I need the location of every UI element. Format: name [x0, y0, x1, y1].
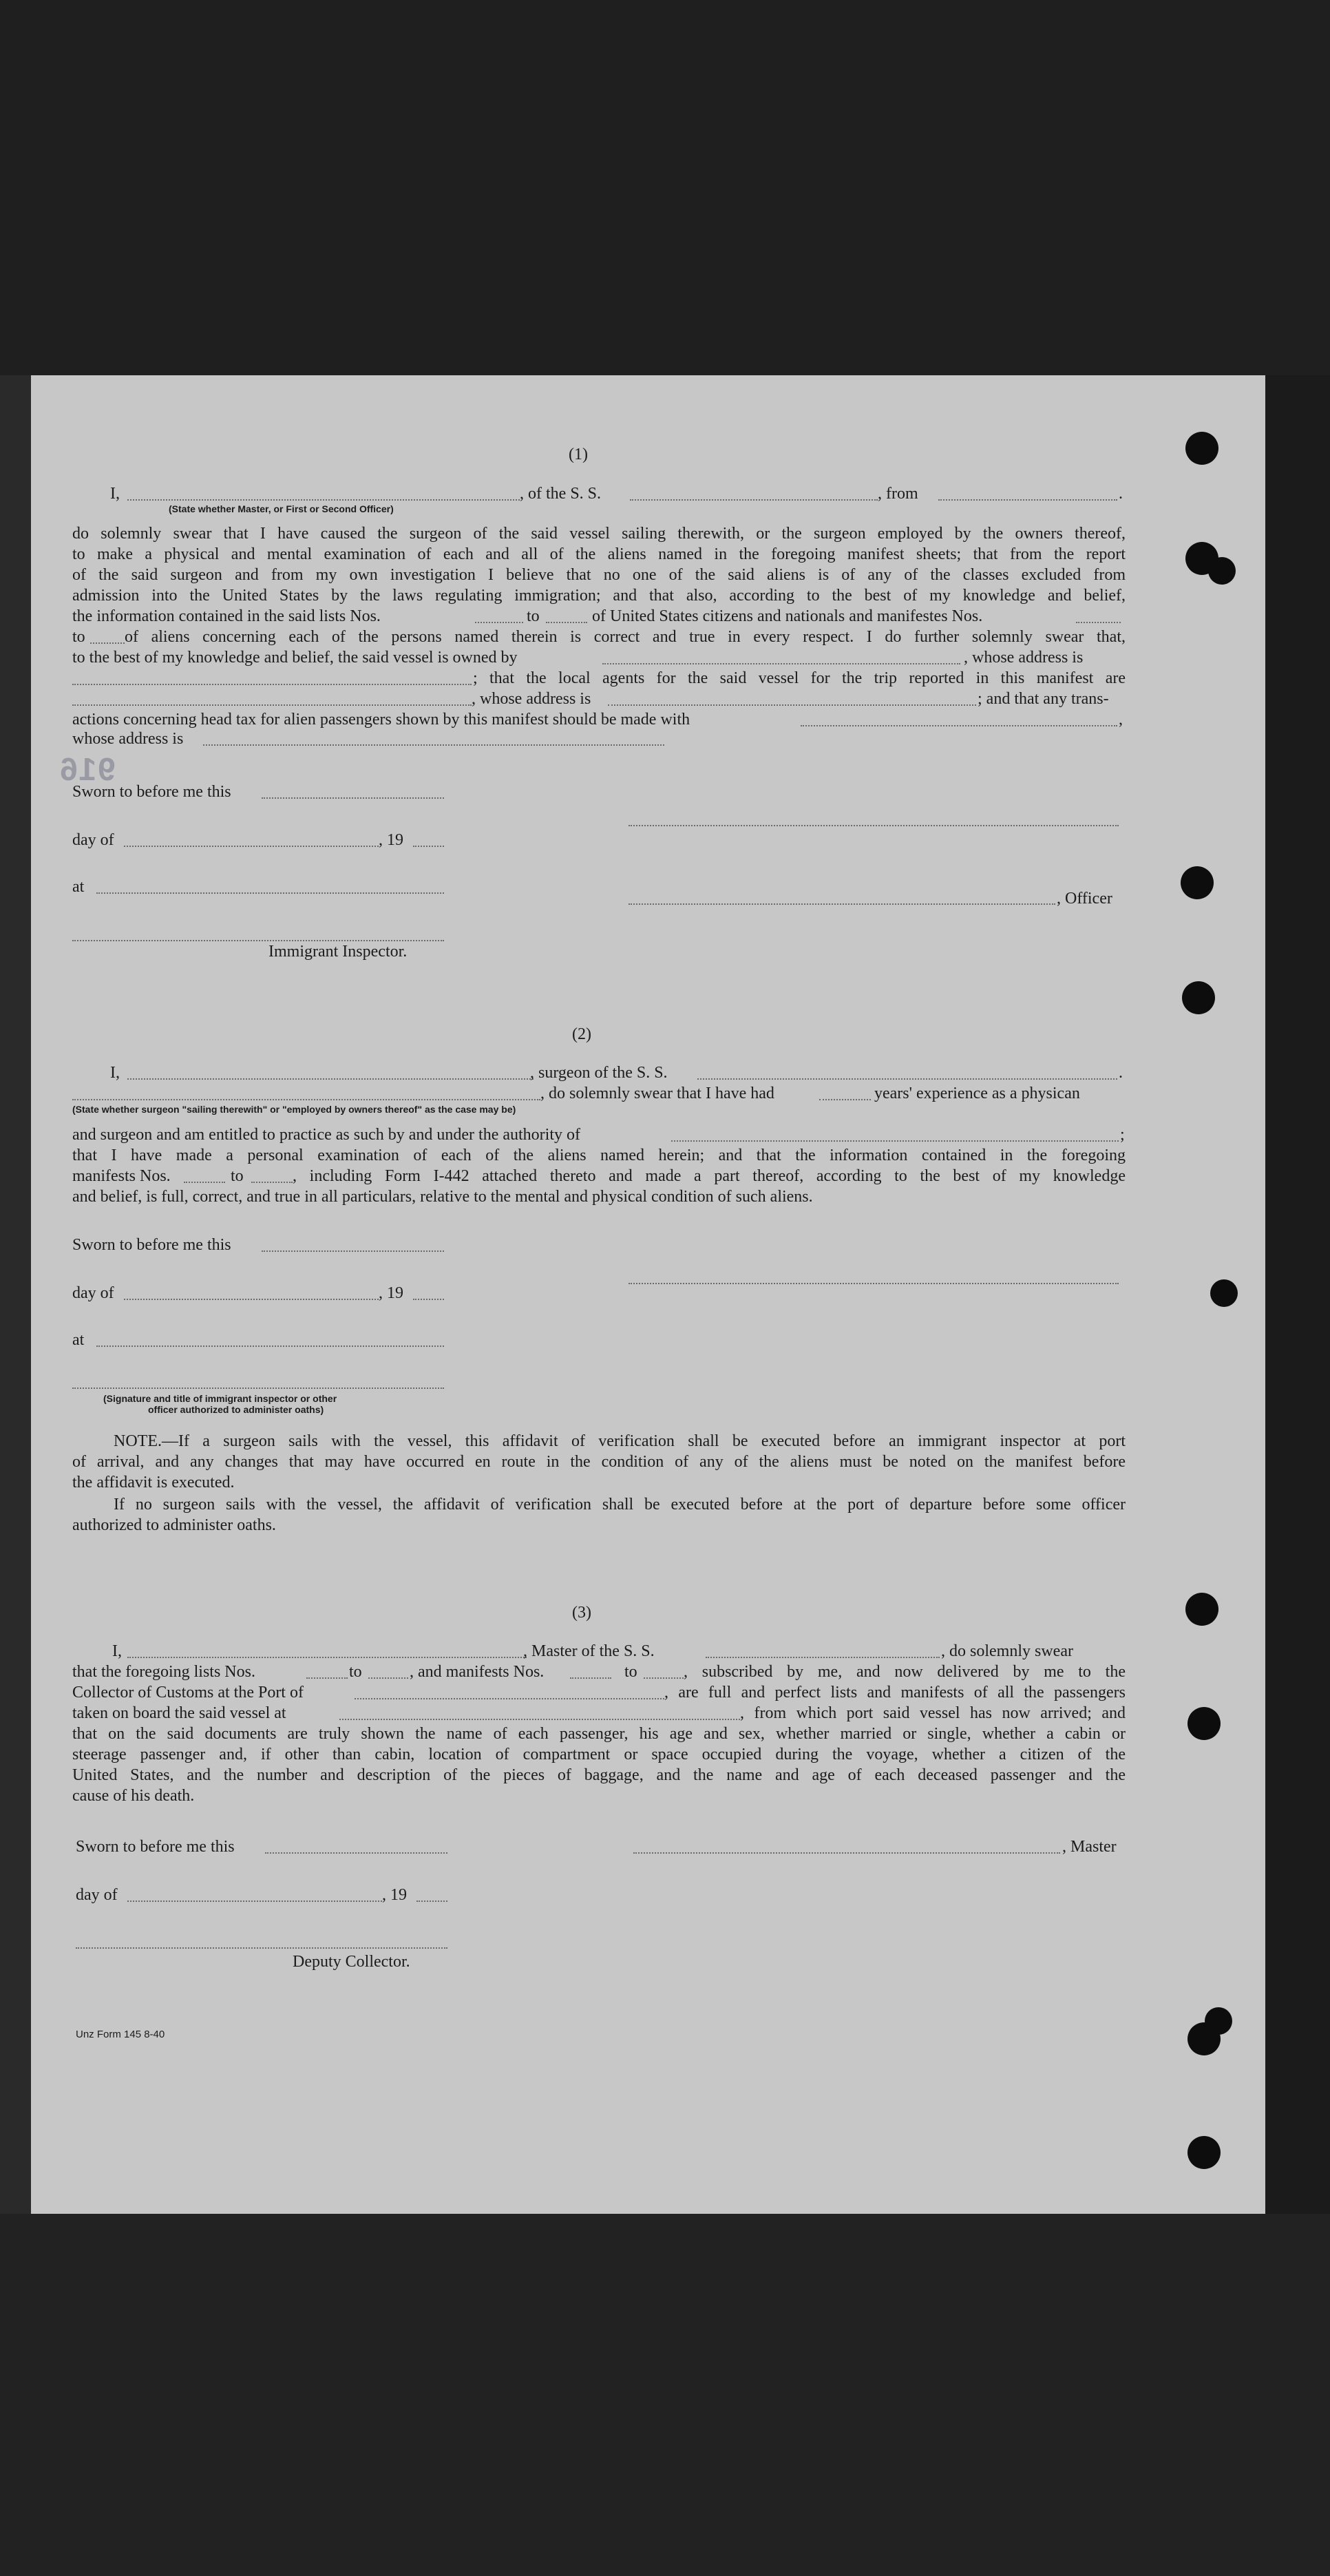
punch-hole — [1208, 557, 1236, 585]
blank-field — [368, 1677, 408, 1679]
s2-including-form: , including Form I-442 attached thereto and made a part thereof, according to the best of my knowledge — [293, 1167, 1126, 1185]
s1-at: at — [72, 878, 85, 896]
s2-note-line: the affidavit is executed. — [72, 1474, 235, 1491]
punch-hole — [1185, 1593, 1218, 1626]
s2-note-line: If no surgeon sails with the vessel, the affidavit of verification shall be executed before at the port of departure before some officer — [114, 1496, 1126, 1514]
s1-line1-of-ss: , of the S. S. — [520, 485, 602, 503]
blank-field — [1076, 622, 1121, 623]
blank-field — [608, 704, 976, 706]
blank-field — [90, 642, 125, 644]
s2-authority: and surgeon and am entitled to practice as such by and under the authority of — [72, 1126, 580, 1144]
s3-sworn: Sworn to before me this — [76, 1838, 235, 1856]
section-3-number: (3) — [572, 1604, 591, 1622]
s1-line1-end: . — [1119, 485, 1123, 503]
blank-field — [546, 622, 587, 623]
s3-full-lists: , are full and perfect lists and manifests of all the passengers — [664, 1684, 1126, 1701]
s3-master: , Master — [1062, 1838, 1117, 1856]
punch-hole — [1188, 2136, 1221, 2169]
s2-note-line: of arrival, and any changes that may have occurred en route in the condition of any of the aliens must be noted on the manifest before — [72, 1453, 1126, 1471]
s2-year: , 19 — [379, 1284, 403, 1302]
blank-field — [938, 499, 1117, 501]
s2-sworn: Sworn to before me this — [72, 1236, 231, 1254]
s2-note-line: authorized to administer oaths. — [72, 1516, 276, 1534]
blank-field — [203, 744, 664, 746]
s1-immigrant-inspector: Immigrant Inspector. — [268, 943, 408, 961]
s2-manifests-nos: manifests Nos. — [72, 1167, 171, 1185]
s1-officer: , Officer — [1057, 890, 1112, 908]
s2-note-line: NOTE.—If a surgeon sails with the vessel, this affidavit of verification shall be executed before an immigrant inspector at port — [114, 1432, 1126, 1450]
s1-to: to — [72, 628, 85, 646]
s3-paragraph-line: cause of his death. — [72, 1787, 195, 1805]
s1-year: , 19 — [379, 831, 403, 849]
signature-line — [76, 1947, 447, 1949]
blank-field — [96, 892, 444, 894]
manifest-document-page — [31, 375, 1265, 2214]
s2-at: at — [72, 1331, 85, 1349]
s3-collector-port: Collector of Customs at the Port of — [72, 1684, 304, 1701]
stamp-number: 916 — [59, 751, 116, 787]
blank-field — [355, 1698, 664, 1699]
s1-officer-note: (State whether Master, or First or Second Officer) — [169, 503, 394, 514]
signature-line — [629, 903, 1055, 905]
s1-aliens-concerning: of aliens concerning each of the persons named therein is correct and true in every respect. I do further solemnly swear that, — [125, 628, 1126, 646]
s1-to: to — [527, 607, 540, 625]
scan-background-left — [0, 375, 31, 2214]
s3-manifests-nos: , and manifests Nos. — [410, 1663, 545, 1681]
blank-field — [413, 846, 444, 847]
blank-field — [644, 1677, 684, 1679]
blank-field — [306, 1677, 348, 1679]
s1-lists-nos: the information contained in the said lists Nos. — [72, 607, 381, 625]
s1-line1-from: , from — [878, 485, 918, 503]
signature-line — [629, 825, 1119, 826]
form-number: Unz Form 145 8-40 — [76, 2029, 165, 2040]
s1-head-tax: actions concerning head tax for alien passengers shown by this manifest should be made with — [72, 711, 690, 729]
punch-hole — [1210, 1279, 1238, 1307]
s3-deputy-collector: Deputy Collector. — [293, 1953, 410, 1971]
section-2-number: (2) — [572, 1025, 591, 1043]
s3-arrived: , from which port said vessel has now arrived; and — [740, 1704, 1126, 1722]
s3-solemnly-swear: , do solemnly swear — [941, 1642, 1073, 1660]
s2-paragraph-line: and belief, is full, correct, and true in all particulars, relative to the mental and physical condition of such aliens. — [72, 1188, 813, 1206]
blank-field — [124, 1299, 379, 1300]
blank-field — [475, 622, 523, 623]
s3-taken-on-board: taken on board the said vessel at — [72, 1704, 286, 1722]
s1-paragraph-line: of the said surgeon and from my own investigation I believe that no one of the said aliens is of any of the classes excluded from — [72, 566, 1126, 584]
s2-to: to — [231, 1167, 244, 1185]
blank-field — [262, 797, 444, 799]
blank-field — [127, 1657, 527, 1658]
s1-line1-i: I, — [110, 485, 120, 503]
punch-hole — [1188, 2022, 1221, 2055]
punch-hole — [1185, 432, 1218, 465]
blank-field — [819, 1099, 871, 1100]
s3-year: , 19 — [382, 1886, 407, 1904]
blank-field — [697, 1078, 1117, 1080]
scan-background-right — [1265, 375, 1330, 2214]
blank-field — [416, 1900, 447, 1902]
s2-paragraph-line: that I have made a personal examination of each of the aliens named herein; and that the information contained in the foregoing — [72, 1146, 1126, 1164]
s1-sworn: Sworn to before me this — [72, 783, 231, 801]
blank-field — [801, 725, 1117, 726]
section-1-number: (1) — [569, 446, 588, 463]
s2-years-experience: years' experience as a physican — [874, 1085, 1080, 1102]
blank-field — [124, 846, 379, 847]
blank-field — [72, 1099, 540, 1100]
scan-background-top — [0, 0, 1330, 375]
s2-signature-note: (Signature and title of immigrant inspector or other — [103, 1393, 337, 1404]
s1-owned-by: to the best of my knowledge and belief, the said vessel is owned by — [72, 649, 518, 667]
blank-field — [184, 1182, 225, 1183]
punch-hole — [1188, 1707, 1221, 1740]
blank-field — [262, 1250, 444, 1252]
s1-agents-address: , whose address is — [472, 690, 591, 708]
punch-hole — [1181, 866, 1214, 899]
s3-subscribed: , subscribed by me, and now delivered by me to the — [684, 1663, 1126, 1681]
blank-field — [413, 1299, 444, 1300]
s1-paragraph-line: admission into the United States by the laws regulating immigration; and that also, according to the best of my knowledge and belief, — [72, 587, 1126, 605]
blank-field — [602, 663, 960, 664]
signature-line — [72, 1388, 444, 1389]
s3-to: to — [349, 1663, 362, 1681]
s2-signature-note: officer authorized to administer oaths) — [148, 1404, 324, 1415]
punch-hole — [1182, 981, 1215, 1014]
s1-local-agents: ; that the local agents for the said vessel for the trip reported in this manifest are — [473, 669, 1126, 687]
blank-field — [127, 499, 520, 501]
s3-day-of: day of — [76, 1886, 118, 1904]
blank-field — [251, 1182, 293, 1183]
signature-line — [633, 1852, 1060, 1854]
s3-lists-nos: that the foregoing lists Nos. — [72, 1663, 255, 1681]
s1-whose-address: , whose address is — [964, 649, 1084, 667]
blank-field — [706, 1657, 940, 1658]
s1-whose-address-last: whose address is — [72, 730, 184, 748]
s3-paragraph-line: steerage passenger and, if other than cabin, location of compartment or space occupied during the voyage, whether a citizen of the — [72, 1746, 1126, 1763]
blank-field — [630, 499, 878, 501]
s2-solemnly-swear: , do solemnly swear that I have had — [540, 1085, 774, 1102]
s2-day-of: day of — [72, 1284, 114, 1302]
s1-paragraph-line: to make a physical and mental examination of each and all of the aliens named in the foregoing manifest sheets; that from the report — [72, 545, 1126, 563]
blank-field — [96, 1345, 444, 1347]
s3-paragraph-line: United States, and the number and description of the pieces of baggage, and the name and age of each deceased passenger and the — [72, 1766, 1126, 1784]
scan-background-bottom — [0, 2214, 1330, 2576]
blank-field — [671, 1140, 1119, 1142]
s3-master-of-ss: , Master of the S. S. — [523, 1642, 655, 1660]
s2-authority-end: ; — [1120, 1126, 1125, 1144]
blank-field — [127, 1078, 534, 1080]
s1-transactions: ; and that any trans- — [978, 690, 1109, 708]
s2-line1-end: . — [1119, 1064, 1123, 1082]
s3-to: to — [624, 1663, 637, 1681]
s2-line1-i: I, — [110, 1064, 120, 1082]
s3-paragraph-line: that on the said documents are truly shown the name of each passenger, his age and sex, whether married or single, whether a cabin or — [72, 1725, 1126, 1743]
signature-line — [629, 1283, 1119, 1284]
s3-line1-i: I, — [112, 1642, 122, 1660]
s1-day-of: day of — [72, 831, 114, 849]
s1-citizens-manifests: of United States citizens and nationals and manifestes Nos. — [592, 607, 983, 625]
blank-field — [72, 684, 472, 685]
s1-head-tax-end: , — [1119, 711, 1123, 729]
s2-surgeon-of-ss: , surgeon of the S. S. — [530, 1064, 668, 1082]
blank-field — [127, 1900, 382, 1902]
blank-field — [570, 1677, 611, 1679]
blank-field — [265, 1852, 447, 1854]
s1-paragraph-line: do solemnly swear that I have caused the surgeon of the said vessel sailing therewith, or the surgeon employed by the owners thereof, — [72, 525, 1126, 543]
blank-field — [339, 1719, 740, 1720]
s2-surgeon-note: (State whether surgeon "sailing therewith" or "employed by owners thereof" as the case may be) — [72, 1104, 516, 1115]
blank-field — [72, 704, 472, 706]
